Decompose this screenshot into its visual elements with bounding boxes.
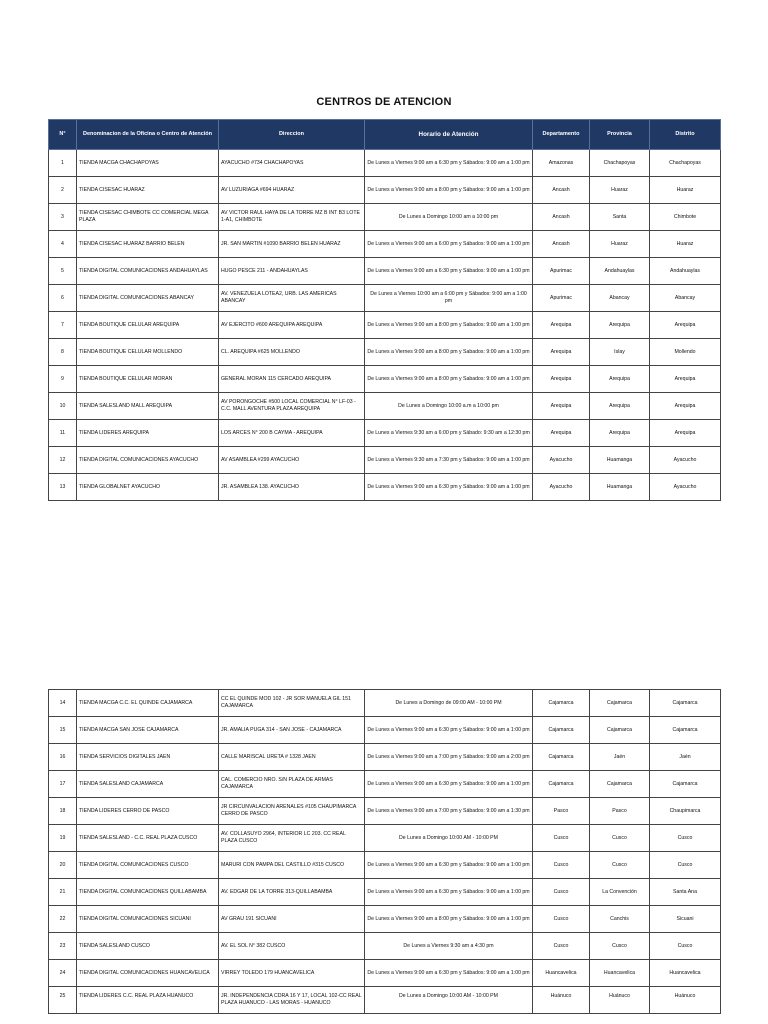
- cell-horario: De Lunes a Viernes 9:00 am a 6:30 pm y Sábados: 9:00 am a 1:00 pm: [365, 771, 533, 798]
- cell-departamento: Apurimac: [533, 285, 590, 312]
- cell-horario: De Lunes a Viernes 9:00 am a 8:00 pm y Sabados: 9:00 am a 1:00 pm: [365, 312, 533, 339]
- cell-distrito: Sicuani: [650, 906, 721, 933]
- cell-direccion: AV. COLLASUYO 2964, INTERIOR LC 203. CC REAL PLAZA CUSCO: [219, 825, 365, 852]
- table-row: [49, 312, 721, 339]
- cell-oficina: TIENDA DIGITAL COMUNICACIONES CUSCO: [77, 852, 219, 879]
- cell-distrito: Andahuaylas: [650, 258, 721, 285]
- table-row: [49, 825, 721, 852]
- table-row: [49, 798, 721, 825]
- cell-departamento: Amazonas: [533, 150, 590, 177]
- cell-oficina: TIENDA CISESAC HUARAZ: [77, 177, 219, 204]
- cell-horario: De Lunes a Viernes 9:00 am a 6:30 pm y Sábados: 9:00 am a 1:00 pm: [365, 474, 533, 501]
- table-row: [49, 690, 721, 717]
- table-row: [49, 339, 721, 366]
- cell-oficina: TIENDA SALESLAND MALL AREQUIPA: [77, 393, 219, 420]
- cell-direccion: VIRREY TOLEDO 179 HUANCAVELICA: [219, 960, 365, 987]
- cell-horario: De Lunes a Viernes 9:00 am a 6:30 pm y Sábados: 9:00 am a 1:00 pm: [365, 852, 533, 879]
- cell-number: 7: [49, 312, 77, 339]
- header-direccion: Direccion: [219, 120, 365, 150]
- table-row: [49, 717, 721, 744]
- cell-departamento: Pasco: [533, 798, 590, 825]
- cell-number: 6: [49, 285, 77, 312]
- cell-number: 21: [49, 879, 77, 906]
- cell-provincia: Cusco: [590, 933, 650, 960]
- cell-oficina: TIENDA MACGA SAN JOSE CAJAMARCA: [77, 717, 219, 744]
- table-row: [49, 231, 721, 258]
- table-row: [49, 906, 721, 933]
- cell-direccion: AV LUZURIAGA #694 HUARAZ: [219, 177, 365, 204]
- cell-horario: De Lunes a Viernes 9:00 am a 6:30 pm y Sábados: 9:00 am a 1:00 pm: [365, 960, 533, 987]
- table-row: [49, 744, 721, 771]
- cell-number: 17: [49, 771, 77, 798]
- cell-number: 5: [49, 258, 77, 285]
- cell-provincia: Huaraz: [590, 177, 650, 204]
- table-row: [49, 852, 721, 879]
- cell-direccion: GENERAL MORAN 115 CERCADO AREQUIPA: [219, 366, 365, 393]
- cell-horario: De Lunes a Viernes 9:00 am a 6:00 pm y Sábados: 9:00 am a 1:00 pm: [365, 231, 533, 258]
- cell-distrito: Huánuco: [650, 987, 721, 1014]
- cell-distrito: Chaupimarca: [650, 798, 721, 825]
- cell-direccion: LOS ARCES N° 200 B CAYMA - AREQUIPA: [219, 420, 365, 447]
- header-horario: Horario de Atención: [365, 120, 533, 150]
- cell-oficina: TIENDA DIGITAL COMUNICACIONES ANDAHUAYLAS: [77, 258, 219, 285]
- cell-oficina: TIENDA DIGITAL COMUNICACIONES AYACUCHO: [77, 447, 219, 474]
- cell-distrito: Jaén: [650, 744, 721, 771]
- cell-departamento: Arequipa: [533, 339, 590, 366]
- cell-oficina: TIENDA BOUTIQUE CELULAR MORAN: [77, 366, 219, 393]
- cell-horario: De Lunes a Domingo 10:00 AM - 10:00 PM: [365, 825, 533, 852]
- table-row: [49, 474, 721, 501]
- cell-number: 25: [49, 987, 77, 1014]
- cell-departamento: Ayacucho: [533, 474, 590, 501]
- cell-provincia: Jaén: [590, 744, 650, 771]
- cell-horario: De Lunes a Viernes 9:00 am a 8:00 pm y Sábados: 9:00 am a 1:00 pm: [365, 177, 533, 204]
- cell-number: 11: [49, 420, 77, 447]
- cell-oficina: TIENDA DIGITAL COMUNICACIONES HUANCAVELICA: [77, 960, 219, 987]
- cell-direccion: AV. VENEZUELA LOTEA2, URB. LAS AMERICAS ABANCAY: [219, 285, 365, 312]
- cell-horario: De Lunes a Viernes 9:00 am a 8:00 pm y Sabados: 9:00 am a 1:00 pm: [365, 366, 533, 393]
- cell-provincia: Arequipa: [590, 312, 650, 339]
- cell-number: 3: [49, 204, 77, 231]
- header-departamento: Departamento: [533, 120, 590, 150]
- cell-departamento: Huánuco: [533, 987, 590, 1014]
- cell-provincia: Pasco: [590, 798, 650, 825]
- table-row: [49, 177, 721, 204]
- cell-number: 13: [49, 474, 77, 501]
- cell-oficina: TIENDA BOUTIQUE CELULAR MOLLENDO: [77, 339, 219, 366]
- header-provincia: Provincia: [590, 120, 650, 150]
- cell-direccion: JR. ASAMBLEA 138. AYACUCHO: [219, 474, 365, 501]
- cell-direccion: CALLE MARISCAL URETA # 1328 JAEN: [219, 744, 365, 771]
- cell-distrito: Abancay: [650, 285, 721, 312]
- cell-departamento: Cusco: [533, 825, 590, 852]
- cell-distrito: Mollendo: [650, 339, 721, 366]
- cell-distrito: Santa Ana: [650, 879, 721, 906]
- cell-oficina: TIENDA LIDERES C.C. REAL PLAZA HUANUCO: [77, 987, 219, 1014]
- cell-departamento: Apurimac: [533, 258, 590, 285]
- table-row: [49, 150, 721, 177]
- cell-horario: De Lunes a Domingo 10:00 am a 10:00 pm: [365, 204, 533, 231]
- cell-departamento: Ancash: [533, 231, 590, 258]
- cell-provincia: Cajamarca: [590, 771, 650, 798]
- cell-distrito: Arequipa: [650, 366, 721, 393]
- cell-direccion: JR CIRCUNVALACION ARENALES #105 CHAUPIMARCA CERRO DE PASCO: [219, 798, 365, 825]
- cell-provincia: Chachapoyas: [590, 150, 650, 177]
- cell-departamento: Cajamarca: [533, 690, 590, 717]
- table-header-row: [49, 120, 721, 150]
- cell-provincia: Cajamarca: [590, 717, 650, 744]
- table-row: [49, 933, 721, 960]
- cell-horario: De Lunes a Viernes 9:00 am a 7:00 pm y Sábados: 9:00 am a 2:00 pm: [365, 744, 533, 771]
- cell-departamento: Cajamarca: [533, 744, 590, 771]
- cell-number: 14: [49, 690, 77, 717]
- cell-direccion: AV GRAU 191 SICUANI: [219, 906, 365, 933]
- cell-number: 19: [49, 825, 77, 852]
- cell-oficina: TIENDA SALESLAND CUSCO: [77, 933, 219, 960]
- cell-horario: De Lunes a Viernes 9:00 am a 6:30 pm y Sábados: 9:00 am a 1:00 pm: [365, 717, 533, 744]
- cell-distrito: Chimbote: [650, 204, 721, 231]
- cell-provincia: Andahuaylas: [590, 258, 650, 285]
- cell-departamento: Cusco: [533, 933, 590, 960]
- cell-oficina: TIENDA CISESAC CHIMBOTE CC COMERCIAL MEGA PLAZA: [77, 204, 219, 231]
- cell-number: 24: [49, 960, 77, 987]
- cell-horario: De Lunes a Domingo 10:00 a.m a 10:00 pm: [365, 393, 533, 420]
- cell-departamento: Cajamarca: [533, 771, 590, 798]
- cell-direccion: HUGO PESCE 211 - ANDAHUAYLAS: [219, 258, 365, 285]
- cell-provincia: Santa: [590, 204, 650, 231]
- cell-oficina: TIENDA DIGITAL COMUNICACIONES SICUANI: [77, 906, 219, 933]
- cell-provincia: Islay: [590, 339, 650, 366]
- cell-direccion: CAL. COMERCIO NRO. S/N PLAZA DE ARMAS CAJAMARCA: [219, 771, 365, 798]
- cell-number: 22: [49, 906, 77, 933]
- cell-distrito: Arequipa: [650, 312, 721, 339]
- cell-provincia: Arequipa: [590, 393, 650, 420]
- cell-provincia: Huamanga: [590, 447, 650, 474]
- cell-departamento: Ancash: [533, 204, 590, 231]
- cell-direccion: AV VICTOR RAUL HAYA DE LA TORRE MZ B INT B3 LOTE 1-A1, CHIMBOTE: [219, 204, 365, 231]
- cell-provincia: Arequipa: [590, 420, 650, 447]
- cell-direccion: MARURI CON PAMPA DEL CASTILLO #315 CUSCO: [219, 852, 365, 879]
- cell-number: 9: [49, 366, 77, 393]
- cell-distrito: Arequipa: [650, 420, 721, 447]
- table-row: [49, 366, 721, 393]
- cell-number: 16: [49, 744, 77, 771]
- cell-departamento: Cusco: [533, 879, 590, 906]
- centros-table-page1: [48, 119, 721, 501]
- table-row: [49, 204, 721, 231]
- cell-oficina: TIENDA CISESAC HUARAZ BARRIO BELEN: [77, 231, 219, 258]
- cell-provincia: Cusco: [590, 852, 650, 879]
- cell-provincia: Canchis: [590, 906, 650, 933]
- cell-horario: De Lunes a Viernes 9:00 am a 7:00 pm y Sábados: 9:00 am a 1:30 pm: [365, 798, 533, 825]
- cell-direccion: AYACUCHO #734 CHACHAPOYAS: [219, 150, 365, 177]
- cell-oficina: TIENDA MACGA C.C. EL QUINDE CAJAMARCA: [77, 690, 219, 717]
- cell-horario: De Lunes a Viernes 9:00 am a 6:30 pm y Sábados: 9:00 am a 1:00 pm: [365, 879, 533, 906]
- cell-departamento: Arequipa: [533, 420, 590, 447]
- cell-horario: De Lunes a Viernes 9:30 am a 4:30 pm: [365, 933, 533, 960]
- table-row: [49, 393, 721, 420]
- cell-distrito: Chachapoyas: [650, 150, 721, 177]
- table-row: [49, 960, 721, 987]
- cell-distrito: Arequipa: [650, 393, 721, 420]
- cell-distrito: Ayacucho: [650, 474, 721, 501]
- cell-number: 20: [49, 852, 77, 879]
- header-distrito: Distrito: [650, 120, 721, 150]
- cell-departamento: Cusco: [533, 852, 590, 879]
- cell-horario: De Lunes a Viernes 9:00 am a 8:00 pm y Sábados: 9:00 am a 1:00 pm: [365, 906, 533, 933]
- centros-table-page2: [48, 689, 721, 1014]
- cell-horario: De Lunes a Domingo 10:00 AM - 10:00 PM: [365, 987, 533, 1014]
- cell-direccion: JR. SAN MARTIN #1090 BARRIO BELEN HUARAZ: [219, 231, 365, 258]
- table-row: [49, 771, 721, 798]
- cell-horario: De Lunes a Viernes 9:00 am a 6:30 pm y Sábados: 9:00 am a 1:00 pm: [365, 258, 533, 285]
- cell-number: 12: [49, 447, 77, 474]
- cell-oficina: TIENDA DIGITAL COMUNICACIONES ABANCAY: [77, 285, 219, 312]
- cell-direccion: CC EL QUINDE MOD 102 - JR SOR MANUELA GIL 151 CAJAMARCA: [219, 690, 365, 717]
- cell-provincia: Cusco: [590, 825, 650, 852]
- cell-horario: De Lunes a Domingo de 09:00 AM - 10:00 PM: [365, 690, 533, 717]
- cell-horario: De Lunes a Viernes 9:30 am a 6:00 pm y Sábado: 9:30 am a 12:30 pm: [365, 420, 533, 447]
- table-row: [49, 879, 721, 906]
- cell-departamento: Arequipa: [533, 312, 590, 339]
- cell-distrito: Huaraz: [650, 231, 721, 258]
- cell-direccion: AV ASAMBLEA #299 AYACUCHO: [219, 447, 365, 474]
- cell-provincia: Abancay: [590, 285, 650, 312]
- cell-distrito: Huaraz: [650, 177, 721, 204]
- cell-departamento: Huancavelica: [533, 960, 590, 987]
- cell-provincia: Arequipa: [590, 366, 650, 393]
- cell-number: 2: [49, 177, 77, 204]
- cell-number: 1: [49, 150, 77, 177]
- cell-distrito: Cajamarca: [650, 771, 721, 798]
- cell-number: 23: [49, 933, 77, 960]
- cell-departamento: Ancash: [533, 177, 590, 204]
- cell-distrito: Cusco: [650, 825, 721, 852]
- table-row: [49, 987, 721, 1014]
- cell-oficina: TIENDA SALESLAND - C.C. REAL PLAZA CUSCO: [77, 825, 219, 852]
- cell-oficina: TIENDA MACGA CHACHAPOYAS: [77, 150, 219, 177]
- cell-number: 15: [49, 717, 77, 744]
- cell-number: 10: [49, 393, 77, 420]
- cell-direccion: AV PORONGOCHE #500 LOCAL COMERCIAL N° LF-03 - C.C. MALL AVENTURA PLAZA AREQUIPA: [219, 393, 365, 420]
- cell-direccion: JR. AMALIA PUGA 314 - SAN JOSE - CAJAMARCA: [219, 717, 365, 744]
- table-row: [49, 258, 721, 285]
- cell-provincia: Cajamarca: [590, 690, 650, 717]
- cell-direccion: JR. INDEPENDENCIA CDRA 16 Y 17, LOCAL 102-CC REAL PLAZA HUANUCO - LAS MORAS - HUANUCO: [219, 987, 365, 1014]
- cell-distrito: Ayacucho: [650, 447, 721, 474]
- cell-number: 18: [49, 798, 77, 825]
- cell-distrito: Cusco: [650, 852, 721, 879]
- page-title: CENTROS DE ATENCION: [316, 96, 452, 108]
- cell-distrito: Huancavelica: [650, 960, 721, 987]
- cell-distrito: Cusco: [650, 933, 721, 960]
- cell-provincia: La Convención: [590, 879, 650, 906]
- cell-oficina: TIENDA GLOBALNET AYACUCHO: [77, 474, 219, 501]
- cell-departamento: Arequipa: [533, 366, 590, 393]
- cell-oficina: TIENDA DIGITAL COMUNICACIONES QUILLABAMBA: [77, 879, 219, 906]
- cell-direccion: AV. EL SOL N° 382 CUSCO: [219, 933, 365, 960]
- table-row: [49, 285, 721, 312]
- cell-provincia: Huamanga: [590, 474, 650, 501]
- cell-horario: De Lunes a Viernes 10:00 am a 6:00 pm y Sábados: 9:00 am a 1:00 pm: [365, 285, 533, 312]
- cell-provincia: Huancavelica: [590, 960, 650, 987]
- cell-direccion: CL. AREQUIPA #625 MOLLENDO: [219, 339, 365, 366]
- cell-departamento: Cajamarca: [533, 717, 590, 744]
- cell-number: 4: [49, 231, 77, 258]
- cell-direccion: AV. EDGAR DE LA TORRE 313-QUILLABAMBA: [219, 879, 365, 906]
- table-row: [49, 420, 721, 447]
- cell-direccion: AV EJERCITO #600 AREQUIPA AREQUIPA: [219, 312, 365, 339]
- cell-horario: De Lunes a Viernes 9:30 am a 7:30 pm y Sábados: 9:00 am a 1:00 pm: [365, 447, 533, 474]
- cell-provincia: Huaraz: [590, 231, 650, 258]
- cell-oficina: TIENDA BOUTIQUE CELULAR AREQUIPA: [77, 312, 219, 339]
- cell-number: 8: [49, 339, 77, 366]
- cell-provincia: Huánuco: [590, 987, 650, 1014]
- header-number: N°: [49, 120, 77, 150]
- cell-distrito: Cajamarca: [650, 690, 721, 717]
- header-oficina: Denominacion de la Oficina o Centro de Atención: [77, 120, 219, 150]
- cell-departamento: Arequipa: [533, 393, 590, 420]
- cell-distrito: Cajamarca: [650, 717, 721, 744]
- cell-horario: De Lunes a Viernes 9:00 am a 6:30 pm y Sábados: 9:00 am a 1:00 pm: [365, 150, 533, 177]
- table-row: [49, 447, 721, 474]
- cell-oficina: TIENDA LIDERES AREQUIPA: [77, 420, 219, 447]
- cell-oficina: TIENDA SERVICIOS DIGITALES JAEN: [77, 744, 219, 771]
- cell-departamento: Ayacucho: [533, 447, 590, 474]
- cell-horario: De Lunes a Viernes 9:00 am a 8:00 pm y Sabados: 9:00 am a 1:00 pm: [365, 339, 533, 366]
- cell-oficina: TIENDA LIDERES CERRO DE PASCO: [77, 798, 219, 825]
- cell-oficina: TIENDA SALESLAND CAJAMARCA: [77, 771, 219, 798]
- cell-departamento: Cusco: [533, 906, 590, 933]
